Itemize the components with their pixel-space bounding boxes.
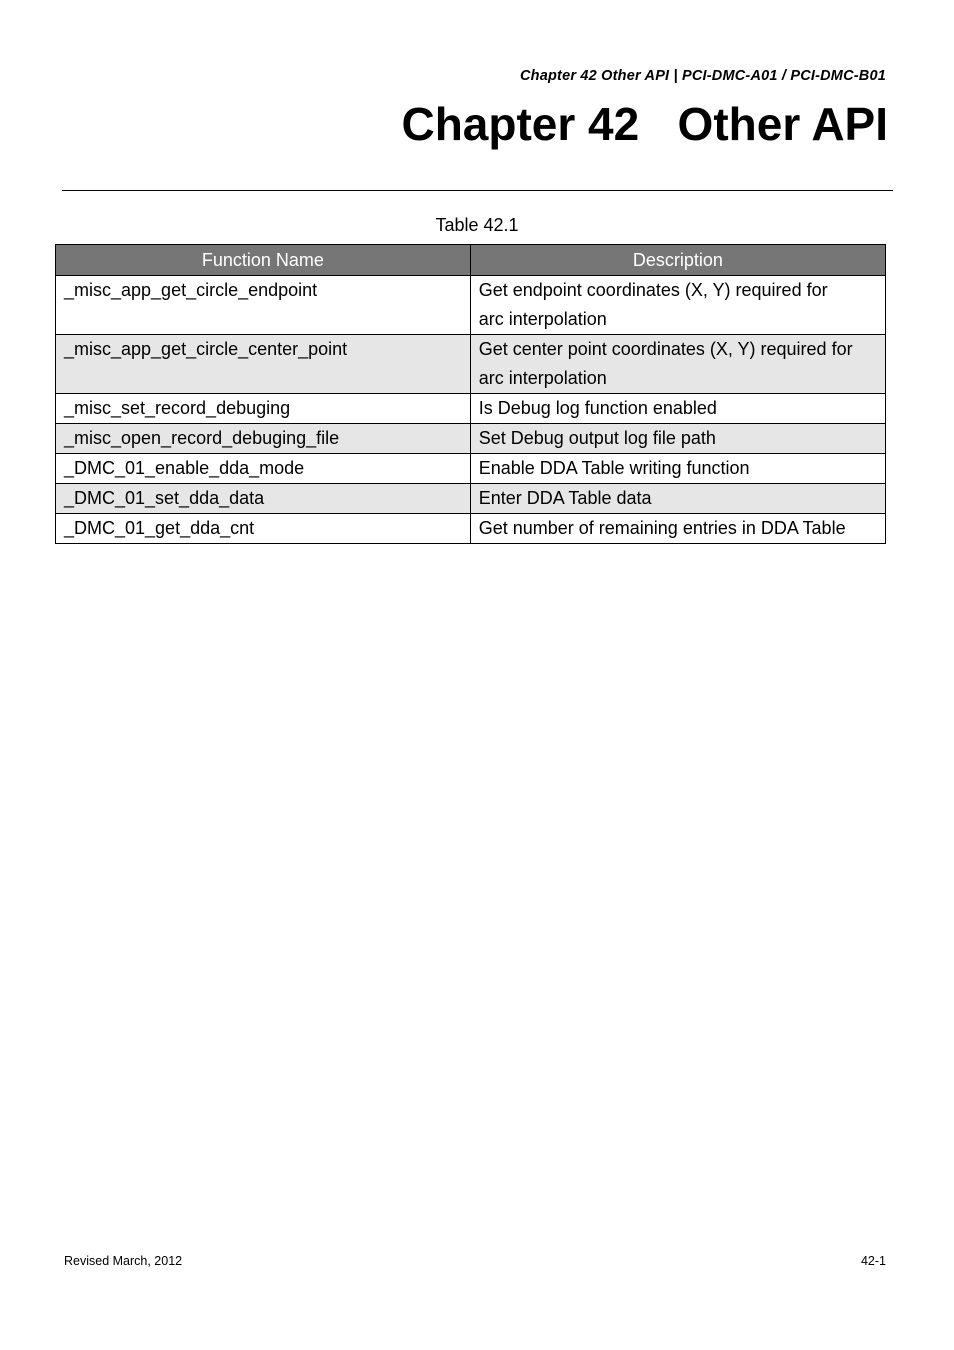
api-function-table <box>55 244 886 544</box>
function-name-cell: _misc_open_record_debuging_file <box>56 424 471 454</box>
table-header-row <box>56 245 886 276</box>
column-header-description: Description <box>470 245 885 276</box>
function-name-cell: _DMC_01_enable_dda_mode <box>56 454 471 484</box>
table-caption: Table 42.1 <box>435 215 519 235</box>
table-row <box>56 335 886 394</box>
description-cell: Is Debug log function enabled <box>470 394 885 424</box>
table-row <box>56 394 886 424</box>
footer-revision-date: Revised March, 2012 <box>64 1254 183 1268</box>
function-name-cell: _misc_app_get_circle_center_point <box>56 335 471 394</box>
description-line: arc interpolation <box>478 309 607 329</box>
description-cell: Enable DDA Table writing function <box>470 454 885 484</box>
table-row <box>56 276 886 335</box>
description-cell: Get number of remaining entries in DDA Table <box>470 514 885 544</box>
function-name-cell: _misc_app_get_circle_endpoint <box>56 276 471 335</box>
table-row <box>56 514 886 544</box>
footer-page-number: 42-1 <box>860 1254 886 1268</box>
description-cell <box>470 335 885 394</box>
description-cell: Enter DDA Table data <box>470 484 885 514</box>
function-name-cell: _DMC_01_get_dda_cnt <box>56 514 471 544</box>
description-cell: Set Debug output log file path <box>470 424 885 454</box>
column-header-function-name: Function Name <box>56 245 471 276</box>
table-row <box>56 424 886 454</box>
table-row <box>56 484 886 514</box>
description-line: Get center point coordinates (X, Y) required for <box>478 339 853 359</box>
function-name-cell: _misc_set_record_debuging <box>56 394 471 424</box>
description-line: arc interpolation <box>478 368 607 388</box>
chapter-title: Chapter 42 Other API <box>401 98 888 150</box>
running-header: Chapter 42 Other API | PCI-DMC-A01 / PCI-DMC-B01 <box>519 68 886 84</box>
description-line: Get endpoint coordinates (X, Y) required for <box>478 280 828 300</box>
function-name-cell: _DMC_01_set_dda_data <box>56 484 471 514</box>
description-cell <box>470 276 885 335</box>
table-row <box>56 454 886 484</box>
header-divider <box>62 190 893 191</box>
